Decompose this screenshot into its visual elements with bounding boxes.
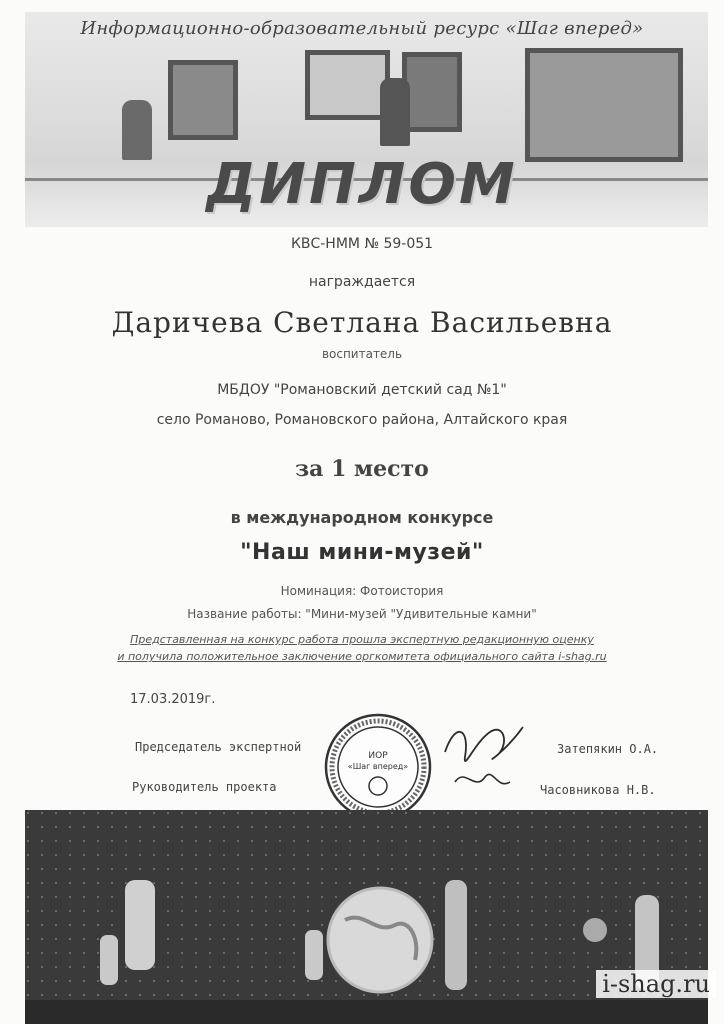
wave-painting-icon (525, 48, 683, 162)
child-figure-icon (100, 935, 118, 985)
site-watermark: i-shag.ru (596, 970, 716, 998)
registration-number: КВС-НММ № 59-051 (290, 236, 434, 252)
planet-icon (583, 918, 607, 942)
girl-figure-icon (305, 930, 323, 980)
handwritten-signature (435, 712, 535, 802)
recipient-name: Даричева Светлана Васильевна (111, 306, 613, 339)
nomination: Номинация: Фотоистория (280, 584, 444, 598)
resource-title: Информационно-образовательный ресурс «Шаг вперед» (80, 18, 644, 39)
head-label: Руководитель проекта (132, 780, 277, 794)
visitor-figure-icon (122, 100, 152, 160)
chair-label: Председатель экспертной (135, 740, 302, 754)
landscape-painting-icon (305, 50, 390, 120)
round-stamp-icon (318, 712, 438, 822)
stamp-center-line1: ИОР (368, 751, 388, 761)
awarded-text: награждается (308, 274, 416, 290)
recipient-position: воспитатель (321, 347, 403, 361)
diploma-title: ДИПЛОМ (206, 152, 518, 217)
contest-name: "Наш мини-музей" (240, 540, 484, 565)
head-name: Часовникова Н.В. (540, 783, 656, 797)
adult-figure-icon (125, 880, 155, 970)
woman-figure-icon (445, 880, 467, 990)
note-line-1: Представленная на конкурс работа прошла экспертную редакционную оценку (130, 633, 594, 646)
note-line-2: и получила положительное заключение оргкомитета официального сайта i-shag.ru (117, 650, 607, 663)
stamp-center-line2: «Шаг вперед» (347, 762, 409, 771)
painting-icon (402, 52, 462, 132)
chair-name: Затепякин О.А. (557, 742, 659, 756)
work-title: Название работы: "Мини-музей "Удивительные камни" (187, 607, 537, 621)
contest-intro: в международном конкурсе (230, 508, 494, 527)
prize: за 1 место (295, 456, 429, 482)
guide-figure-icon (380, 78, 410, 146)
location: село Романово, Романовского района, Алтайского края (156, 412, 568, 428)
mona-lisa-painting-icon (168, 60, 238, 140)
issue-date: 17.03.2019г. (130, 692, 216, 707)
organization: МБДОУ "Романовский детский сад №1" (217, 382, 507, 398)
